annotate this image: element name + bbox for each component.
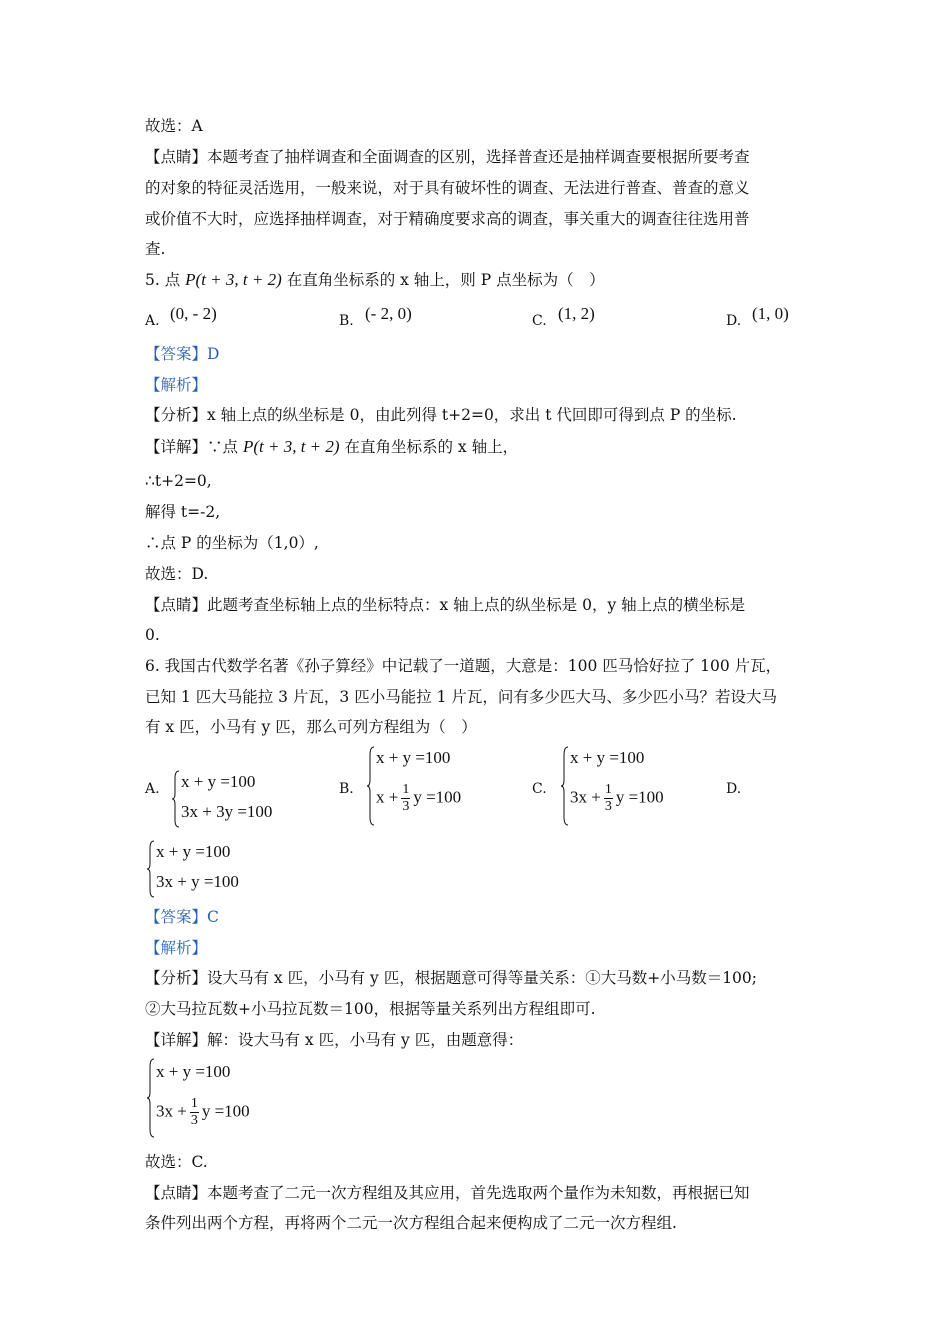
q6-option-b-label: B. xyxy=(339,781,354,797)
equation: 3x + $\frac{1}{3}$ y =100 xyxy=(570,782,664,814)
q5-suffix: 在直角坐标系的 x 轴上，则 P 点坐标为（ ） xyxy=(286,271,605,289)
equation: x + y =100 xyxy=(181,772,256,791)
equation: 3x + $\frac{1}{3}$ y =100 xyxy=(156,1096,250,1128)
equation: x + y =100 xyxy=(376,748,451,767)
brace-icon xyxy=(147,840,155,898)
brace-icon xyxy=(147,1058,155,1138)
equation: x + y =100 xyxy=(570,748,645,767)
text-line: 【点睛】本题考查了二元一次方程组及其应用，首先选取两个量作为未知数，再根据已知 xyxy=(145,1184,750,1202)
q5-point: P(t + 3, t + 2) xyxy=(185,270,282,289)
q5-option-a-value: (0, - 2) xyxy=(170,304,217,323)
q5-point: P(t + 3, t + 2) xyxy=(242,437,340,456)
q5-option-d-label: D. xyxy=(726,313,742,329)
answer-label: 【答案】D xyxy=(145,345,220,363)
q6-option-a-label: A. xyxy=(145,781,160,797)
text-line: 条件列出两个方程，再将两个二元一次方程组合起来便构成了二元一次方程组. xyxy=(145,1214,677,1232)
analysis-label: 【解析】 xyxy=(145,376,208,394)
text-line: 有 x 匹，小马有 y 匹，那么可列方程组为（ ） xyxy=(145,718,477,736)
text-line: 【点睛】本题考查了抽样调查和全面调查的区别，选择普查还是抽样调查要根据所要考查 xyxy=(145,148,750,166)
q6-option-d-label: D. xyxy=(726,781,742,797)
q5-option-d-value: (1, 0) xyxy=(752,304,789,323)
equation: x + $\frac{1}{3}$ y =100 xyxy=(376,782,462,814)
q6-option-c-system xyxy=(561,746,701,826)
brace-icon xyxy=(172,770,180,828)
fraction: $\frac{1}{3}$ xyxy=(402,782,410,814)
text-line: 解得 t=-2, xyxy=(145,503,221,521)
q6-option-d-system xyxy=(147,840,287,898)
q6-option-a-system xyxy=(172,770,312,828)
equation: x + y =100 xyxy=(156,1062,231,1081)
question-5 xyxy=(145,270,605,290)
text-line: ∴t+2=0, xyxy=(145,472,212,490)
brace-icon xyxy=(367,746,375,826)
text-line: 故选：D. xyxy=(145,565,209,583)
text-line: ②大马拉瓦数+小马拉瓦数＝100，根据等量关系列出方程组即可. xyxy=(145,1000,596,1018)
text-line: 【分析】设大马有 x 匹，小马有 y 匹，根据题意可得等量关系：①大马数+小马数＝100; xyxy=(145,969,758,987)
text-line: 【点睛】此题考查坐标轴上点的坐标特点：x 轴上点的纵坐标是 0，y 轴上点的横坐标是 xyxy=(145,596,746,614)
answer-label: 【答案】C xyxy=(145,908,219,926)
fraction: $\frac{1}{3}$ xyxy=(604,782,612,814)
q6-option-b-system xyxy=(367,746,507,826)
text-line: 故选：A xyxy=(145,117,203,135)
analysis-label: 【解析】 xyxy=(145,939,208,957)
q5-option-c-label: C. xyxy=(532,313,547,329)
equation: 3x + 3y =100 xyxy=(181,802,273,821)
text-line: 的对象的特征灵活选用，一般来说，对于具有破坏性的调查、无法进行普查、普查的意义 xyxy=(145,179,750,197)
text-line: 【详解】∵点 P(t + 3, t + 2) 在直角坐标系的 x 轴上， xyxy=(145,437,519,456)
answer-system xyxy=(147,1058,287,1138)
equation: x + y =100 xyxy=(156,842,231,861)
brace-icon xyxy=(561,746,569,826)
text-line: 0. xyxy=(145,626,160,644)
question-6: 6. 我国古代数学名著《孙子算经》中记载了一道题，大意是：100 匹马恰好拉了 100 片瓦， xyxy=(145,657,782,675)
q6-option-c-label: C. xyxy=(532,781,547,797)
text-line: 【分析】x 轴上点的纵坐标是 0，由此列得 t+2=0，求出 t 代回即可得到点 P 的坐标. xyxy=(145,406,737,424)
q5-option-c-value: (1, 2) xyxy=(558,304,595,323)
text-line: 故选：C. xyxy=(145,1153,208,1171)
q5-option-b-label: B. xyxy=(339,313,354,329)
equation: 3x + y =100 xyxy=(156,872,239,891)
q5-option-b-value: (- 2, 0) xyxy=(365,304,412,323)
fraction: $\frac{1}{3}$ xyxy=(190,1096,198,1128)
text-line: 已知 1 匹大马能拉 3 片瓦，3 匹小马能拉 1 片瓦，问有多少匹大马、多少匹小马？若设大马 xyxy=(145,688,777,706)
text-line: 【详解】解：设大马有 x 匹，小马有 y 匹，由题意得： xyxy=(145,1031,524,1049)
q5-option-a-label: A. xyxy=(145,313,160,329)
text-line: ∴点 P 的坐标为（1,0）, xyxy=(145,534,319,552)
q5-prefix: 5. 点 xyxy=(145,271,181,289)
text-line: 或价值不大时，应选择抽样调查，对于精确度要求高的调查，事关重大的调查往往选用普 xyxy=(145,210,750,228)
text-line: 查. xyxy=(145,240,166,258)
